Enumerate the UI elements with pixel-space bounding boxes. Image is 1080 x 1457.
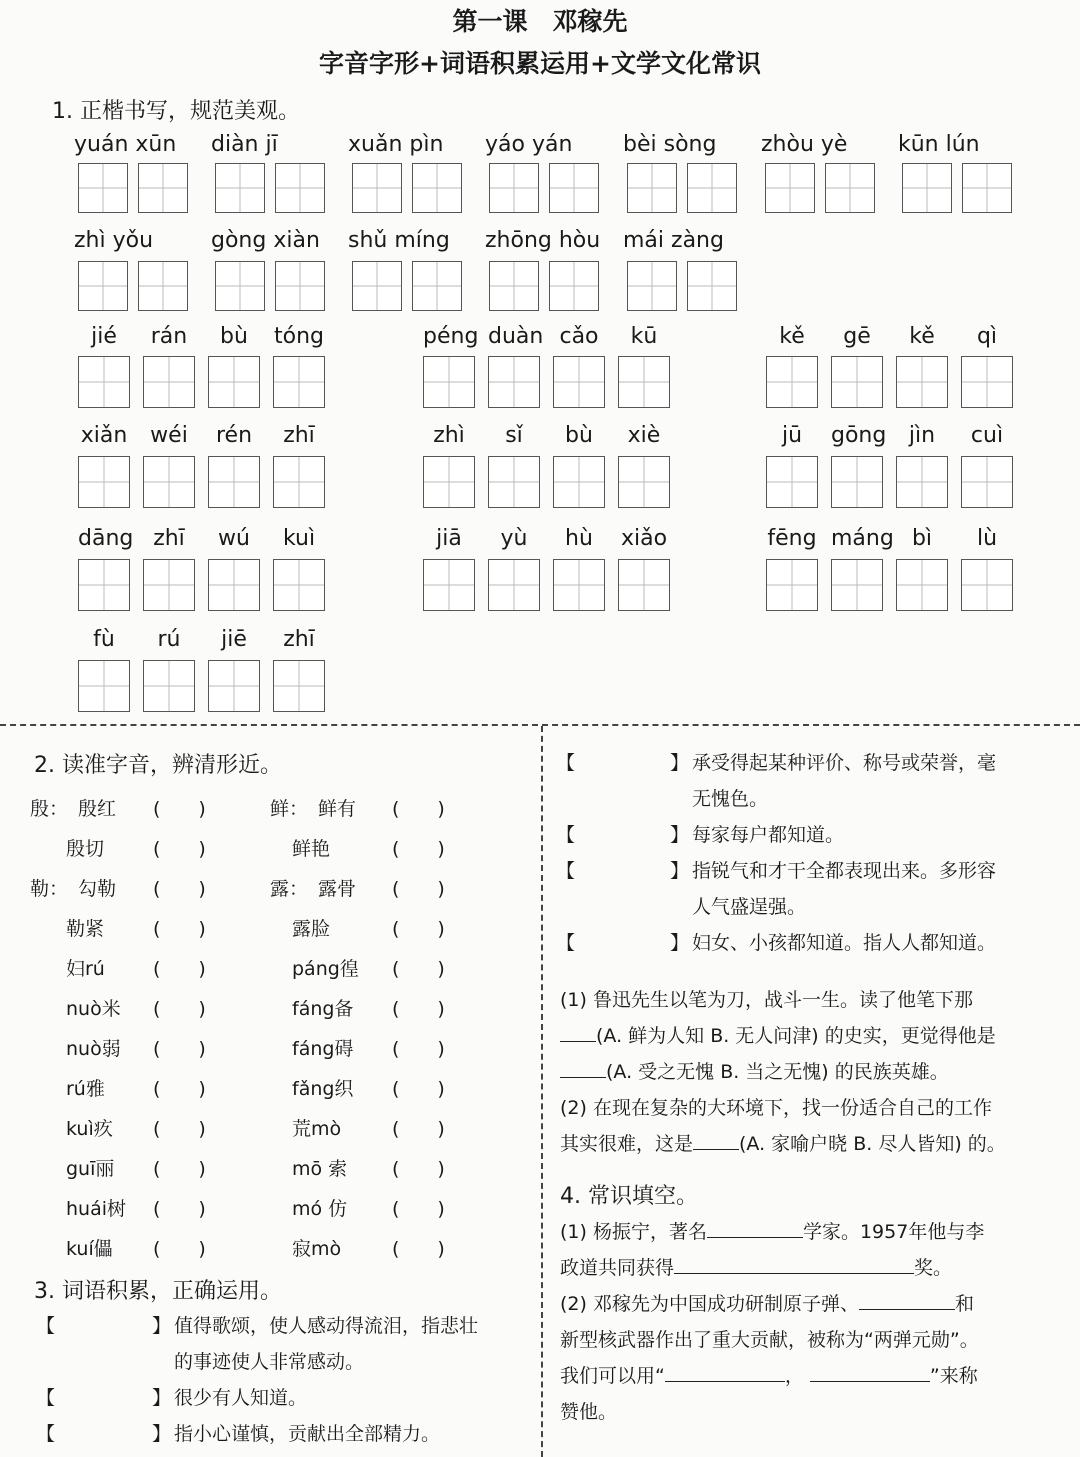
- section-4-heading: 4. 常识填空。: [560, 1184, 698, 1209]
- answer-blank[interactable]: [707, 1219, 803, 1238]
- answer-parens[interactable]: ( ): [392, 998, 445, 1020]
- knowledge-q2-line-3: 我们可以用“ ， ”来称: [560, 1365, 978, 1387]
- section-2-heading: 2. 读准字音，辨清形近。: [34, 753, 282, 778]
- answer-blank[interactable]: [810, 1363, 930, 1382]
- word-item: 鲜艳: [292, 838, 331, 860]
- writing-box[interactable]: [618, 356, 670, 408]
- pinyin-label: cuì: [970, 423, 1004, 448]
- word-item: 殷切: [66, 838, 105, 860]
- writing-box[interactable]: [961, 356, 1013, 408]
- column-divider: [541, 726, 543, 1457]
- pinyin-label: shǔ míng: [348, 228, 450, 253]
- word-item: 勾勒: [78, 878, 117, 900]
- word-item: 荒mò: [292, 1118, 342, 1140]
- answer-parens[interactable]: ( ): [392, 1238, 445, 1260]
- writing-box[interactable]: [78, 660, 130, 712]
- writing-box[interactable]: [352, 163, 402, 213]
- answer-parens[interactable]: ( ): [153, 1078, 206, 1100]
- writing-box[interactable]: [687, 163, 737, 213]
- word-item: nuò弱: [66, 1038, 121, 1060]
- pinyin-label: kuì: [282, 526, 316, 551]
- pinyin-label: bù: [565, 423, 593, 448]
- char-heading: 勒：: [30, 878, 69, 900]
- writing-box[interactable]: [143, 660, 195, 712]
- pinyin-label: fù: [93, 627, 115, 652]
- answer-blank[interactable]: [674, 1255, 914, 1274]
- answer-blank[interactable]: [693, 1131, 739, 1150]
- bracket-close: 】: [152, 1387, 172, 1409]
- question-2-line-1: (2) 在现在复杂的大环境下，找一份适合自己的工作: [560, 1097, 992, 1119]
- answer-parens[interactable]: ( ): [392, 1078, 445, 1100]
- char-heading: 鲜：: [270, 798, 309, 820]
- writing-box[interactable]: [275, 261, 325, 311]
- word-item: rú雅: [66, 1078, 105, 1100]
- writing-box[interactable]: [352, 261, 402, 311]
- section-3-heading: 3. 词语积累，正确运用。: [34, 1279, 282, 1304]
- answer-parens[interactable]: ( ): [153, 1158, 206, 1180]
- writing-box[interactable]: [208, 456, 260, 508]
- pinyin-label: gòng xiàn: [211, 228, 320, 253]
- writing-box[interactable]: [766, 356, 818, 408]
- page-title: 第一课 邓稼先: [452, 7, 628, 36]
- definition-text: 无愧色。: [692, 788, 769, 810]
- pinyin-label: kū: [630, 324, 658, 349]
- pinyin-label: yù: [500, 526, 528, 551]
- pinyin-label: zhì: [433, 423, 465, 448]
- bracket-open[interactable]: 【: [36, 1315, 56, 1337]
- definition-text: 很少有人知道。: [174, 1387, 308, 1409]
- pinyin-label: zhōng hòu: [485, 228, 601, 253]
- writing-box[interactable]: [765, 163, 815, 213]
- writing-box[interactable]: [273, 456, 325, 508]
- pinyin-label: xiè: [627, 423, 661, 448]
- word-item: 殷红: [78, 798, 117, 820]
- word-item: huái树: [66, 1198, 127, 1220]
- writing-box[interactable]: [831, 559, 883, 611]
- pinyin-label: zhī: [283, 627, 315, 652]
- answer-parens[interactable]: ( ): [153, 1038, 206, 1060]
- knowledge-q2-line-1: (2) 邓稼先为中国成功研制原子弹、 和: [560, 1293, 974, 1315]
- answer-parens[interactable]: ( ): [153, 838, 206, 860]
- pinyin-label: tóng: [274, 324, 324, 349]
- writing-box[interactable]: [553, 356, 605, 408]
- pinyin-label: rén: [215, 423, 253, 448]
- writing-box[interactable]: [273, 660, 325, 712]
- answer-parens[interactable]: ( ): [392, 1198, 445, 1220]
- writing-box[interactable]: [488, 559, 540, 611]
- writing-box[interactable]: [143, 356, 195, 408]
- word-item: mō 索: [292, 1158, 348, 1180]
- writing-box[interactable]: [549, 261, 599, 311]
- char-heading: 露：: [270, 878, 309, 900]
- pinyin-label: fēng: [767, 526, 817, 551]
- writing-box[interactable]: [831, 456, 883, 508]
- word-item: 妇rú: [66, 958, 105, 980]
- pinyin-label: yáo yán: [485, 132, 573, 157]
- answer-parens[interactable]: ( ): [153, 1118, 206, 1140]
- bracket-open[interactable]: 【: [36, 1387, 56, 1409]
- bracket-close: 】: [670, 752, 690, 774]
- pinyin-label: hù: [565, 526, 593, 551]
- writing-box[interactable]: [553, 559, 605, 611]
- writing-box[interactable]: [215, 163, 265, 213]
- writing-box[interactable]: [215, 261, 265, 311]
- word-item: 露脸: [292, 918, 331, 940]
- writing-box[interactable]: [208, 660, 260, 712]
- answer-parens[interactable]: ( ): [153, 1238, 206, 1260]
- writing-box[interactable]: [961, 559, 1013, 611]
- writing-box[interactable]: [902, 163, 952, 213]
- writing-box[interactable]: [208, 559, 260, 611]
- answer-parens[interactable]: ( ): [153, 798, 206, 820]
- writing-box[interactable]: [78, 559, 130, 611]
- pinyin-label: bèi sòng: [623, 132, 717, 157]
- pinyin-label: zhī: [153, 526, 185, 551]
- pinyin-label: lù: [976, 526, 998, 551]
- word-item: fáng备: [292, 998, 354, 1020]
- writing-box[interactable]: [766, 559, 818, 611]
- bracket-open[interactable]: 【: [556, 752, 576, 774]
- bracket-close: 】: [670, 932, 690, 954]
- writing-box[interactable]: [627, 261, 677, 311]
- pinyin-label: xuǎn pìn: [348, 132, 444, 157]
- writing-box[interactable]: [618, 559, 670, 611]
- bracket-open[interactable]: 【: [556, 932, 576, 954]
- pinyin-label: máng: [831, 526, 894, 551]
- pinyin-label: diàn jī: [211, 132, 278, 157]
- question-1-line-2: (A. 鲜为人知 B. 无人问津) 的史实，更觉得他是: [560, 1021, 996, 1048]
- knowledge-q1-line-1: (1) 杨振宁，著名 学家。1957年他与李: [560, 1221, 985, 1243]
- pinyin-label: kě: [909, 324, 935, 349]
- definition-text: 指小心谨慎，贡献出全部精力。: [174, 1423, 441, 1445]
- writing-box[interactable]: [412, 261, 462, 311]
- definition-text: 人气盛逞强。: [692, 896, 807, 918]
- knowledge-q1-line-2: 政道共同获得 奖。: [560, 1257, 953, 1279]
- pinyin-label: rú: [157, 627, 181, 652]
- answer-parens[interactable]: ( ): [392, 878, 445, 900]
- word-item: kuì疚: [66, 1118, 113, 1140]
- definition-text: 值得歌颂，使人感动得流泪，指悲壮: [174, 1315, 479, 1337]
- writing-box[interactable]: [831, 356, 883, 408]
- word-item: fǎng织: [292, 1078, 354, 1100]
- bracket-close: 】: [670, 824, 690, 846]
- writing-box[interactable]: [273, 356, 325, 408]
- writing-box[interactable]: [78, 261, 128, 311]
- writing-box[interactable]: [78, 456, 130, 508]
- pinyin-label: wéi: [150, 423, 188, 448]
- answer-parens[interactable]: ( ): [153, 998, 206, 1020]
- pinyin-label: qì: [976, 324, 998, 349]
- pinyin-label: jié: [91, 324, 117, 349]
- word-item: páng徨: [292, 958, 359, 980]
- question-2-line-2: 其实很难，这是 (A. 家喻户晓 B. 尽人皆知) 的。: [560, 1133, 1006, 1155]
- writing-box[interactable]: [896, 456, 948, 508]
- writing-box[interactable]: [896, 559, 948, 611]
- pinyin-label: yuán xūn: [74, 132, 177, 157]
- word-item: 寂mò: [292, 1238, 342, 1260]
- writing-box[interactable]: [412, 163, 462, 213]
- pinyin-label: bì: [911, 526, 933, 551]
- writing-box[interactable]: [78, 356, 130, 408]
- pinyin-label: jū: [781, 423, 803, 448]
- writing-box[interactable]: [825, 163, 875, 213]
- writing-box[interactable]: [618, 456, 670, 508]
- answer-blank[interactable]: [665, 1363, 785, 1382]
- word-item: 勒紧: [66, 918, 105, 940]
- writing-box[interactable]: [687, 261, 737, 311]
- pinyin-label: zhòu yè: [761, 132, 848, 157]
- writing-box[interactable]: [78, 163, 128, 213]
- word-item: 露骨: [318, 878, 357, 900]
- bracket-close: 】: [670, 860, 690, 882]
- word-item: nuò米: [66, 998, 121, 1020]
- definition-text: 指锐气和才干全都表现出来。多形容: [692, 860, 997, 882]
- definition-text: 妇女、小孩都知道。指人人都知道。: [692, 932, 997, 954]
- definition-text: 每家每户都知道。: [692, 824, 845, 846]
- bracket-open[interactable]: 【: [556, 824, 576, 846]
- char-heading: 殷：: [30, 798, 69, 820]
- knowledge-q2-line-4: 赞他。: [560, 1401, 618, 1423]
- answer-blank[interactable]: [560, 1059, 606, 1078]
- pinyin-label: jiē: [221, 627, 247, 652]
- writing-box[interactable]: [138, 261, 188, 311]
- pinyin-label: cǎo: [559, 324, 599, 349]
- answer-parens[interactable]: ( ): [392, 918, 445, 940]
- pinyin-label: sǐ: [505, 423, 523, 448]
- writing-box[interactable]: [766, 456, 818, 508]
- pinyin-label: jìn: [908, 423, 936, 448]
- word-item: kuí儡: [66, 1238, 113, 1260]
- writing-box[interactable]: [489, 261, 539, 311]
- writing-box[interactable]: [208, 356, 260, 408]
- pinyin-label: xiǎn: [80, 423, 128, 448]
- pinyin-label: gē: [843, 324, 871, 349]
- answer-blank[interactable]: [859, 1291, 955, 1310]
- pinyin-label: gōng: [831, 423, 887, 448]
- writing-box[interactable]: [143, 456, 195, 508]
- pinyin-label: kě: [779, 324, 805, 349]
- answer-parens[interactable]: ( ): [153, 1198, 206, 1220]
- writing-box[interactable]: [423, 559, 475, 611]
- writing-box[interactable]: [138, 163, 188, 213]
- writing-box[interactable]: [143, 559, 195, 611]
- writing-box[interactable]: [275, 163, 325, 213]
- writing-box[interactable]: [549, 163, 599, 213]
- pinyin-label: wú: [218, 526, 250, 551]
- writing-box[interactable]: [553, 456, 605, 508]
- writing-box[interactable]: [961, 456, 1013, 508]
- pinyin-label: duàn: [488, 324, 544, 349]
- knowledge-q2-line-2: 新型核武器作出了重大贡献，被称为“两弹元勋”。: [560, 1329, 979, 1351]
- answer-parens[interactable]: ( ): [392, 1118, 445, 1140]
- definition-text: 承受得起某种评价、称号或荣誉，毫: [692, 752, 997, 774]
- answer-parens[interactable]: ( ): [153, 958, 206, 980]
- writing-box[interactable]: [488, 356, 540, 408]
- pinyin-label: zhì yǒu: [74, 228, 154, 253]
- bracket-open[interactable]: 【: [36, 1423, 56, 1445]
- definition-text: 的事迹使人非常感动。: [174, 1351, 365, 1373]
- bracket-open[interactable]: 【: [556, 860, 576, 882]
- answer-parens[interactable]: ( ): [392, 1038, 445, 1060]
- page-subtitle: 字音字形+词语积累运用+文学文化常识: [319, 49, 761, 78]
- writing-box[interactable]: [488, 456, 540, 508]
- question-1-line-1: (1) 鲁迅先生以笔为刀，战斗一生。读了他笔下那: [560, 989, 973, 1011]
- pinyin-label: xiǎo: [620, 526, 668, 551]
- word-item: 鲜有: [318, 798, 357, 820]
- pinyin-label: bù: [220, 324, 248, 349]
- writing-box[interactable]: [423, 456, 475, 508]
- answer-parens[interactable]: ( ): [153, 918, 206, 940]
- pinyin-label: jiā: [436, 526, 462, 551]
- word-item: mó 仿: [292, 1198, 348, 1220]
- writing-box[interactable]: [489, 163, 539, 213]
- answer-parens[interactable]: ( ): [153, 878, 206, 900]
- bracket-close: 】: [152, 1423, 172, 1445]
- pinyin-label: rán: [150, 324, 188, 349]
- section-divider: [0, 724, 1080, 726]
- word-item: guī丽: [66, 1158, 115, 1180]
- pinyin-label: zhī: [283, 423, 315, 448]
- answer-parens[interactable]: ( ): [392, 838, 445, 860]
- answer-parens[interactable]: ( ): [392, 958, 445, 980]
- writing-box[interactable]: [273, 559, 325, 611]
- pinyin-label: péng: [423, 324, 479, 349]
- writing-box[interactable]: [896, 356, 948, 408]
- answer-parens[interactable]: ( ): [392, 798, 445, 820]
- pinyin-label: mái zàng: [623, 228, 724, 253]
- answer-blank[interactable]: [560, 1023, 596, 1042]
- question-1-line-3: (A. 受之无愧 B. 当之无愧) 的民族英雄。: [560, 1057, 949, 1084]
- writing-box[interactable]: [627, 163, 677, 213]
- pinyin-label: kūn lún: [898, 132, 980, 157]
- bracket-close: 】: [152, 1315, 172, 1337]
- writing-box[interactable]: [423, 356, 475, 408]
- answer-parens[interactable]: ( ): [392, 1158, 445, 1180]
- word-item: fáng碍: [292, 1038, 354, 1060]
- writing-box[interactable]: [962, 163, 1012, 213]
- section-1-heading: 1. 正楷书写，规范美观。: [52, 99, 300, 124]
- pinyin-label: dāng: [78, 526, 134, 551]
